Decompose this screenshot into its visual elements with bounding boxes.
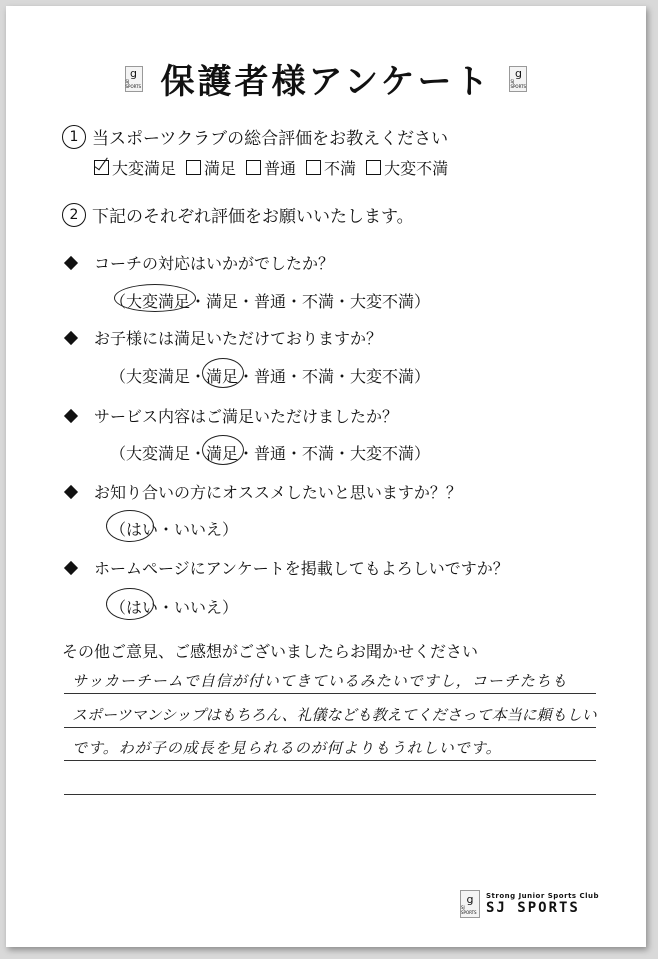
checkbox-checked-icon[interactable] xyxy=(94,160,109,175)
item-coach xyxy=(66,251,334,274)
logo-glyph: g xyxy=(130,67,137,80)
logo-right-icon xyxy=(509,66,527,92)
question-2-number: 2 xyxy=(62,203,86,227)
item-recommend-answer[interactable]: （はい・いいえ） xyxy=(110,520,239,539)
option-very-satisfied[interactable] xyxy=(94,156,176,179)
option-label: 満足 xyxy=(204,159,237,178)
item-recommend xyxy=(66,480,462,503)
item-question: サービス内容はご満足いただけましたか？ xyxy=(94,407,399,426)
diamond-bullet-icon xyxy=(64,255,78,269)
question-1-options xyxy=(94,156,448,179)
comment-rule xyxy=(64,760,596,761)
brand-tagline: Strong Junior Sports Club xyxy=(486,892,600,900)
option-label: 不満 xyxy=(324,159,357,178)
logo-tag: SJ SPORTS xyxy=(461,904,477,915)
page-title: 保護者様アンケート xyxy=(160,62,492,102)
checkbox-icon[interactable] xyxy=(306,160,321,175)
item-service xyxy=(66,404,398,427)
option-normal[interactable] xyxy=(246,156,296,179)
option-unsatisfied[interactable] xyxy=(306,156,356,179)
option-satisfied[interactable] xyxy=(186,156,236,179)
logo-tag: SJ SPORTS xyxy=(125,79,142,89)
item-homepage xyxy=(66,556,509,579)
item-service-answer[interactable]: （大変満足・満足・普通・不満・大変不満） xyxy=(110,444,431,463)
logo-left-icon xyxy=(125,66,143,92)
comment-rule xyxy=(64,693,596,694)
comment-line-3[interactable]: です。わが子の成長を見られるのが何よりもうれしいです。 xyxy=(72,739,502,757)
logo-glyph: g xyxy=(514,67,522,80)
item-question: お知り合いの方にオススメしたいと思いますか？？ xyxy=(94,483,462,502)
diamond-bullet-icon xyxy=(64,560,78,574)
question-1-number: 1 xyxy=(62,125,86,149)
brand-mark-icon xyxy=(460,890,480,918)
survey-sheet xyxy=(6,6,646,947)
diamond-bullet-icon xyxy=(64,408,78,422)
question-1 xyxy=(62,124,448,149)
question-1-text: 当スポーツクラブの総合評価をお教えください xyxy=(92,129,449,149)
comment-line-1[interactable]: サッカーチームで自信が付いてきているみたいですし，コーチたちも xyxy=(72,672,568,690)
checkbox-icon[interactable] xyxy=(186,160,201,175)
item-homepage-answer[interactable]: （はい・いいえ） xyxy=(110,598,239,617)
title-row xyxy=(6,54,646,103)
comment-rule xyxy=(64,727,596,728)
brand-logo xyxy=(460,890,599,918)
question-2-text: 下記のそれぞれ評価をお願いいたします。 xyxy=(92,207,414,227)
comment-prompt: その他ご意見、ご感想がございましたらお聞かせください xyxy=(62,642,479,661)
option-label: 普通 xyxy=(264,159,297,178)
checkbox-icon[interactable] xyxy=(246,160,261,175)
item-question: コーチの対応はいかがでしたか？ xyxy=(94,254,335,273)
item-coach-answer[interactable]: （大変満足・満足・普通・不満・大変不満） xyxy=(110,292,431,311)
brand-text xyxy=(486,892,599,916)
checkbox-icon[interactable] xyxy=(366,160,381,175)
diamond-bullet-icon xyxy=(64,330,78,344)
logo-tag: SJ SPORTS xyxy=(510,79,527,89)
logo-glyph: g xyxy=(466,892,474,906)
option-label: 大変不満 xyxy=(384,159,449,178)
item-question: ホームページにアンケートを掲載してもよろしいですか？ xyxy=(94,559,509,578)
brand-name: SJ SPORTS xyxy=(486,900,580,916)
question-2 xyxy=(62,202,414,227)
option-very-unsatisfied[interactable] xyxy=(366,156,448,179)
comment-rule xyxy=(64,794,596,795)
option-label: 大変満足 xyxy=(112,159,177,178)
comment-line-2[interactable]: スポーツマンシップはもちろん、礼儀なども教えてくださって本当に頼もしい xyxy=(72,706,597,724)
item-child xyxy=(66,326,382,349)
item-question: お子様には満足いただけておりますか？ xyxy=(94,329,383,348)
item-child-answer[interactable]: （大変満足・満足・普通・不満・大変不満） xyxy=(110,367,431,386)
diamond-bullet-icon xyxy=(64,484,78,498)
